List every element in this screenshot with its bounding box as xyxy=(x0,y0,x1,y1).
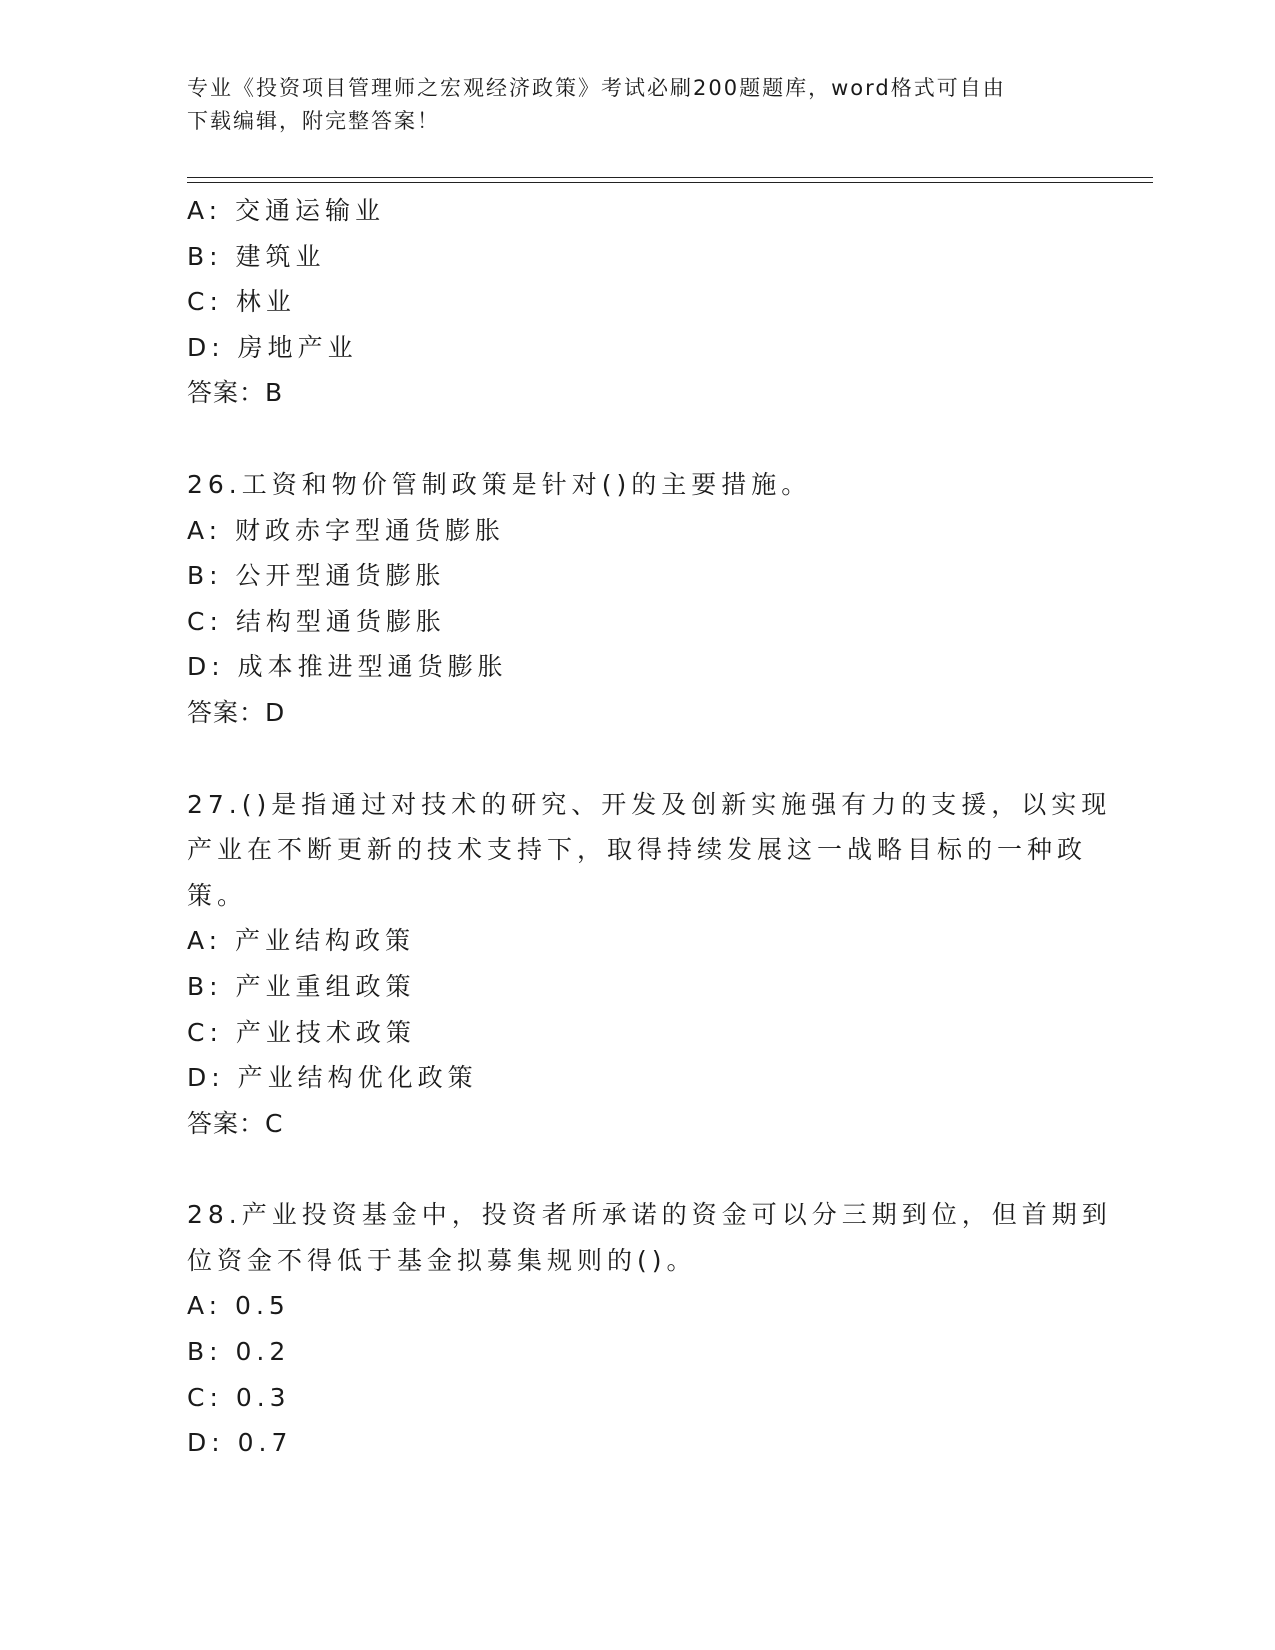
option-b: B: 建筑业 xyxy=(187,241,326,271)
document-header xyxy=(187,72,1067,138)
question-text-line-2: 位资金不得低于基金拟募集规则的()。 xyxy=(187,1245,697,1275)
option-a: A: 0.5 xyxy=(187,1291,290,1321)
question-block-26 xyxy=(187,462,1087,736)
option-d: D: 房地产业 xyxy=(187,332,358,362)
answer: 答案：B xyxy=(187,378,284,408)
answer: 答案：C xyxy=(187,1108,284,1138)
option-c: C: 产业技术政策 xyxy=(187,1017,416,1047)
question-list xyxy=(187,188,1112,1466)
option-b: B: 0.2 xyxy=(187,1337,291,1367)
question-text-line-2: 产业在不断更新的技术支持下，取得持续发展这一战略目标的一种政 xyxy=(187,835,1088,865)
option-d: D: 0.7 xyxy=(187,1428,293,1458)
option-a: A: 交通运输业 xyxy=(187,196,386,225)
option-d: D: 产业结构优化政策 xyxy=(187,1063,478,1093)
header-divider-bottom xyxy=(187,182,1153,183)
question-text-line-3: 策。 xyxy=(187,880,248,910)
question-text-line-1: 27.()是指通过对技术的研究、开发及创新实施强有力的支援，以实现 xyxy=(187,789,1112,819)
option-c: C: 结构型通货膨胀 xyxy=(187,606,446,636)
question-block-27 xyxy=(187,782,1112,1147)
answer: 答案：D xyxy=(187,697,286,727)
header-line-2: 下载编辑，附完整答案！ xyxy=(187,109,440,133)
question-block-25 xyxy=(187,188,1087,416)
header-line-1: 专业《投资项目管理师之宏观经济政策》考试必刷200题题库，word格式可自由 xyxy=(187,76,1006,100)
option-b: B: 公开型通货膨胀 xyxy=(187,561,446,591)
option-c: C: 0.3 xyxy=(187,1382,291,1412)
question-text-line-1: 28.产业投资基金中，投资者所承诺的资金可以分三期到位，但首期到 xyxy=(187,1200,1112,1230)
question-text: 26.工资和物价管制政策是针对()的主要措施。 xyxy=(187,469,812,499)
header-divider-top xyxy=(187,177,1153,178)
option-c: C: 林业 xyxy=(187,287,296,317)
option-a: A: 财政赤字型通货膨胀 xyxy=(187,515,506,545)
option-d: D: 成本推进型通货膨胀 xyxy=(187,652,508,682)
option-b: B: 产业重组政策 xyxy=(187,971,416,1001)
option-a: A: 产业结构政策 xyxy=(187,926,416,956)
question-block-28 xyxy=(187,1192,1112,1466)
